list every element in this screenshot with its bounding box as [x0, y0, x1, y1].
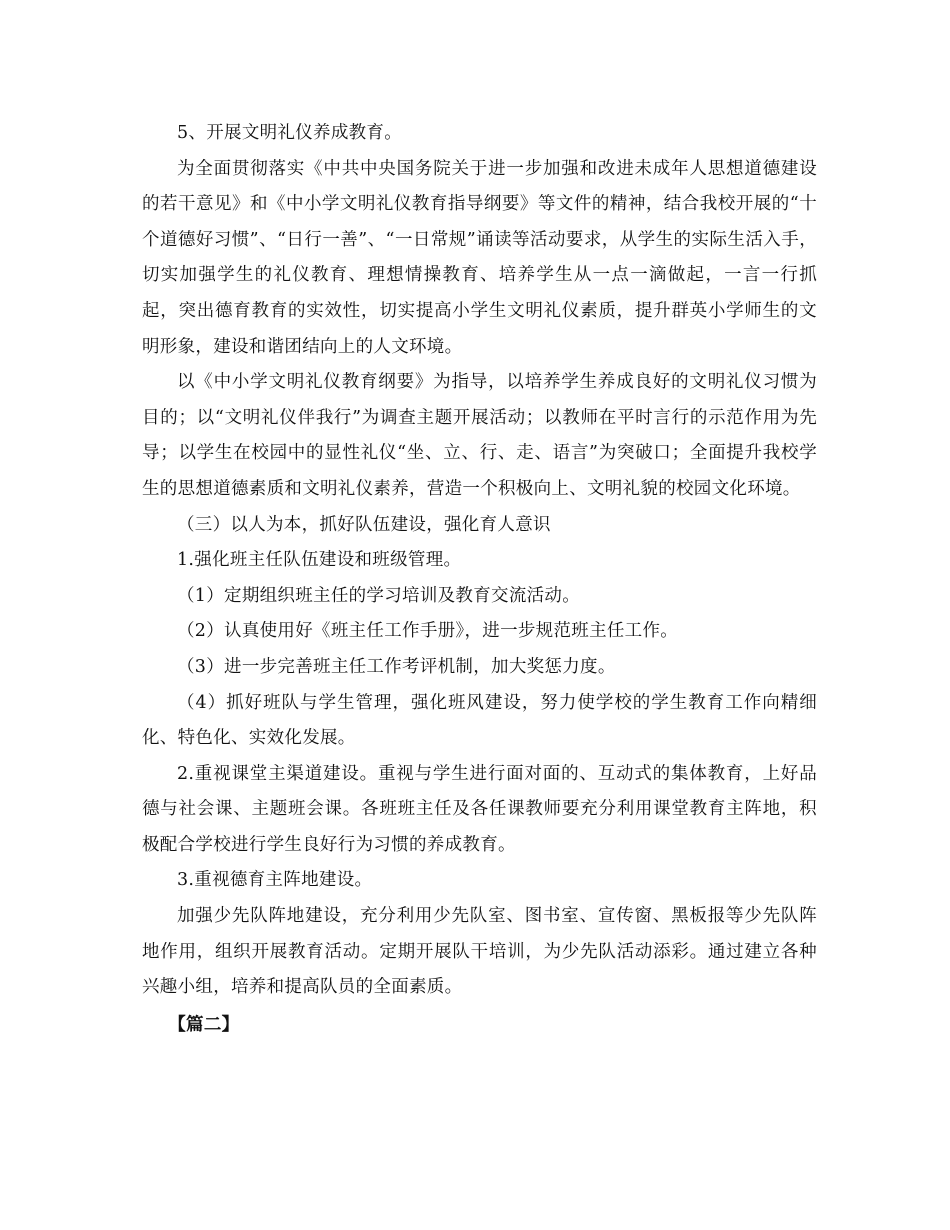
paragraph-heading-etiquette-education: 5、开展文明礼仪养成教育。 — [177, 123, 403, 143]
document-body — [142, 116, 817, 1043]
paragraph-subitem-2: （2）认真使用好《班主任工作手册》，进一步规范班主任工作。 — [177, 621, 679, 642]
paragraph-item-1-class-teacher: 1.强化班主任队伍建设和班级管理。 — [177, 550, 462, 571]
paragraph-etiquette-guidance: 以《中小学文明礼仪教育纲要》为指导，以培养学生养成良好的文明礼仪习惯为目的；以“文明礼仪伴我行”为调查主题开展活动；以教师在平时言行的示范作用为先导；以学生在校园中的显性礼仪“坐、立、行、走、语言”为突破口；全面提升我校学生的思想道德素质和文明礼仪素养，营造一个积极向上、文明礼貌的校园文化环境。 — [142, 372, 817, 499]
paragraph-item-2-classroom: 2.重视课堂主渠道建设。重视与学生进行面对面的、互动式的集体教育，上好品德与社会课、主题班会课。各班班主任及各任课教师要充分利用课堂教育主阵地，积极配合学校进行学生良好行为习惯的养成教育。 — [142, 763, 817, 855]
paragraph-item-3-moral-base: 3.重视德育主阵地建设。 — [177, 870, 373, 891]
paragraph-subitem-1: （1）定期组织班主任的学习培训及教育交流活动。 — [177, 585, 581, 606]
paragraph-etiquette-purpose: 为全面贯彻落实《中共中央国务院关于进一步加强和改进未成年人思想道德建设的若干意见》和《中小学文明礼仪教育指导纲要》等文件的精神，结合我校开展的“十个道德好习惯”、“日行一善”、“一日常规”诵读等活动要求，从学生的实际生活入手，切实加强学生的礼仪教育、理想情操教育、培养学生从一点一滴做起，一言一行抓起，突出德育教育的实效性，切实提高小学生文明礼仪素质，提升群英小学师生的文明形象，建设和谐团结向上的人文环境。 — [142, 158, 817, 357]
section-heading-team-building: （三）以人为本，抓好队伍建设，强化育人意识 — [177, 514, 551, 535]
paragraph-young-pioneers: 加强少先队阵地建设，充分利用少先队室、图书室、宣传窗、黑板报等少先队阵地作用，组织开展教育活动。定期开展队干培训，为少先队活动添彩。通过建立各种兴趣小组，培养和提高队员的全面素质。 — [142, 906, 817, 998]
paragraph-subitem-4: （4）抓好班队与学生管理，强化班风建设，努力使学校的学生教育工作向精细化、特色化、实效化发展。 — [142, 692, 817, 749]
section-label-part-two: 【篇二】 — [168, 1014, 240, 1035]
paragraph-subitem-3: （3）进一步完善班主任工作考评机制，加大奖惩力度。 — [177, 656, 616, 677]
